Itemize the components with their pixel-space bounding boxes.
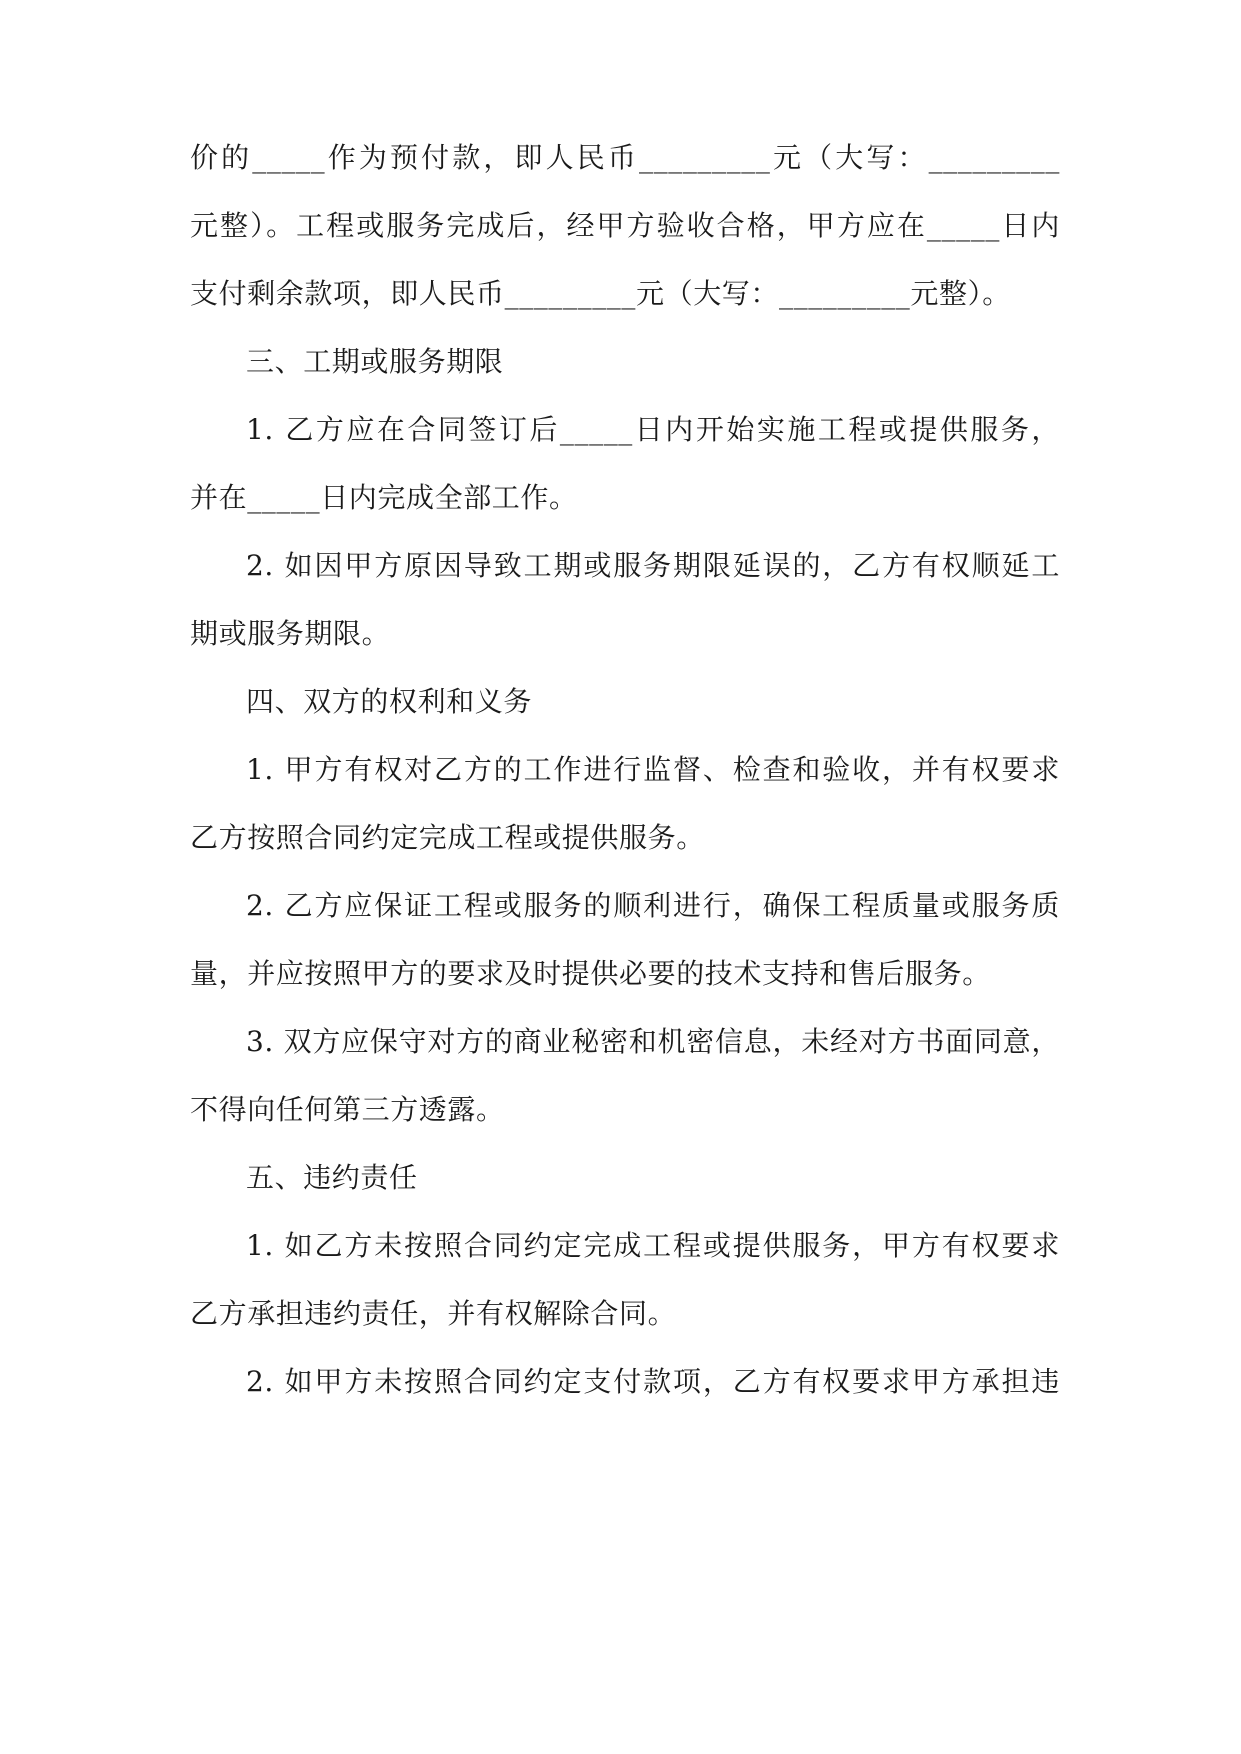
text-line: 元整）。工程或服务完成后，经甲方验收合格，甲方应在_____日内 (190, 209, 1060, 242)
text-line: 期或服务期限。 (190, 617, 391, 650)
text-line: 2. 乙方应保证工程或服务的顺利进行，确保工程质量或服务质 (246, 889, 1060, 922)
text-line: 量，并应按照甲方的要求及时提供必要的技术支持和售后服务。 (190, 957, 991, 990)
section-heading: 五、违约责任 (246, 1161, 418, 1194)
text-line: 2. 如因甲方原因导致工期或服务期限延误的，乙方有权顺延工 (246, 549, 1060, 582)
section-heading: 三、工期或服务期限 (246, 345, 504, 378)
text-line: 乙方承担违约责任，并有权解除合同。 (190, 1297, 677, 1330)
text-line: 支付剩余款项，即人民币_________元（大写：_________元整）。 (190, 277, 1011, 310)
text-line: 3. 双方应保守对方的商业秘密和机密信息，未经对方书面同意， (246, 1025, 1060, 1058)
text-line: 乙方按照合同约定完成工程或提供服务。 (190, 821, 705, 854)
text-line: 1. 甲方有权对乙方的工作进行监督、检查和验收，并有权要求 (246, 753, 1060, 786)
section-heading: 四、双方的权利和义务 (246, 685, 533, 718)
text-line: 2. 如甲方未按照合同约定支付款项，乙方有权要求甲方承担违 (246, 1365, 1060, 1398)
text-line: 1. 乙方应在合同签订后_____日内开始实施工程或提供服务， (246, 413, 1060, 446)
text-line: 不得向任何第三方透露。 (190, 1093, 505, 1126)
text-line: 并在_____日内完成全部工作。 (190, 481, 578, 514)
text-line: 价的_____作为预付款，即人民币_________元（大写：_________ (190, 141, 1060, 174)
text-line: 1. 如乙方未按照合同约定完成工程或提供服务，甲方有权要求 (246, 1229, 1060, 1262)
